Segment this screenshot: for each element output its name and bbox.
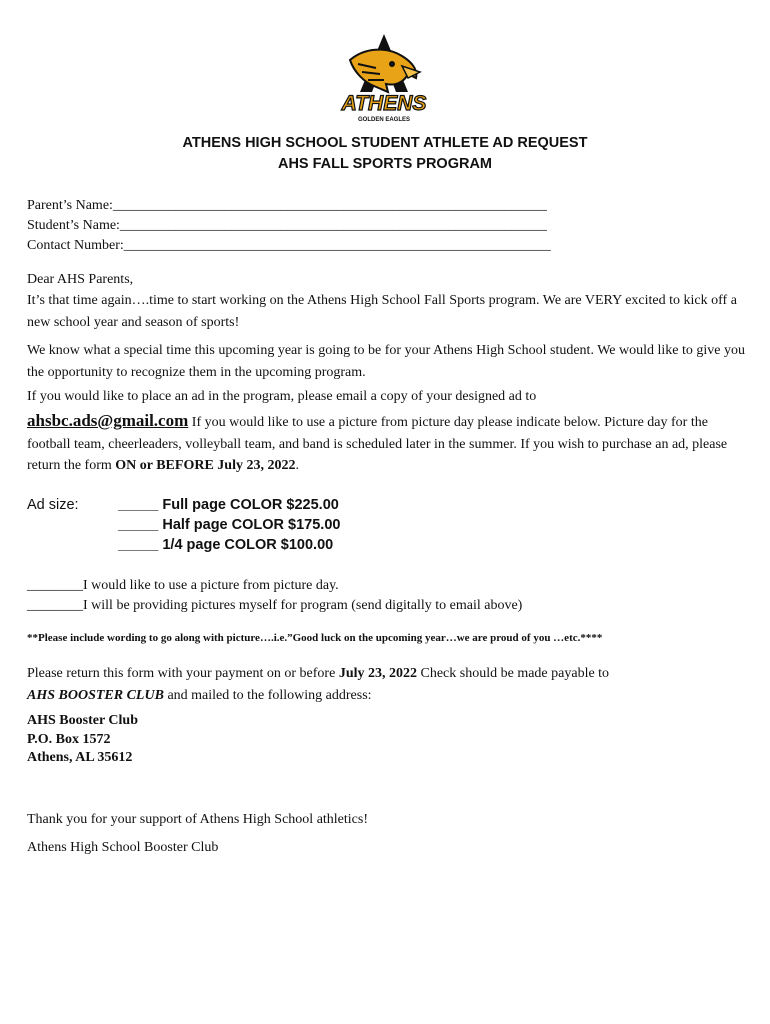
contact-number-field[interactable]: Contact Number:_____________________________________________________________ [27, 238, 551, 253]
parent-name-field[interactable]: Parent’s Name:______________________________________________________________ [27, 198, 547, 213]
logo-wordmark: ATHENS [341, 92, 427, 115]
signature: Athens High School Booster Club [27, 840, 219, 855]
thank-you-text: Thank you for your support of Athens High School athletics! [27, 812, 369, 827]
address-line-2: P.O. Box 1572 [27, 731, 111, 747]
return-date: July 23, 2022 [338, 666, 417, 681]
document-title: ATHENS HIGH SCHOOL STUDENT ATHLETE AD REQUEST [182, 135, 588, 151]
athens-golden-eagles-logo [328, 30, 440, 126]
email-link[interactable]: ahsbc.ads@gmail.com [27, 411, 189, 430]
logo-subtext: GOLDEN EAGLES [357, 117, 411, 123]
deadline-text: ON or BEFORE July 23, 2022 [115, 458, 296, 473]
ad-option-quarter-page[interactable]: _____ 1/4 page COLOR $100.00 [118, 537, 334, 553]
return-text-3: and mailed to the following address: [163, 687, 372, 703]
address-line-3: Athens, AL 35612 [27, 750, 133, 765]
wording-note: **Please include wording to go along with picture….i.e.”Good luck on the upcoming year…we are proud of you …etc.**** [27, 632, 603, 644]
picture-day-text: If you would like to use a picture from picture day please indicate below. Picture day for the football team, cheerleaders, volleyball team, and band is scheduled later in the summer. If you wish to purchase an ad, please return the form [27, 415, 728, 473]
return-text-2: Check should be made payable to [417, 666, 610, 681]
student-name-field[interactable]: Student’s Name:_____________________________________________________________ [27, 218, 547, 233]
return-text-1: Please return this form with your payment on or before [27, 666, 339, 681]
ad-option-full-page[interactable]: _____ Full page COLOR $225.00 [118, 497, 339, 513]
return-instructions [27, 663, 747, 706]
document-subtitle: AHS FALL SPORTS PROGRAM [277, 156, 493, 172]
address-line-1: AHS Booster Club [27, 713, 138, 728]
own-picture-option[interactable]: ________I will be providing pictures myself for program (send digitally to email above) [27, 598, 523, 613]
ad-option-half-page[interactable]: _____ Half page COLOR $175.00 [118, 517, 341, 533]
recognition-paragraph: We know what a special time this upcoming year is going to be for your Athens High School student. We would like to give you the opportunity to recognize them in the upcoming program. [27, 343, 745, 380]
greeting: Dear AHS Parents, [27, 272, 134, 287]
picture-day-paragraph [27, 410, 747, 477]
picture-day-option[interactable]: ________I would like to use a picture from picture day. [27, 578, 339, 593]
intro-paragraph: It’s that time again….time to start working on the Athens High School Fall Sports program. We are VERY excited to kick off a new school year and season of sports! [27, 293, 737, 330]
period: . [295, 458, 299, 473]
payee: AHS BOOSTER CLUB [27, 687, 164, 703]
mailing-address [27, 712, 138, 768]
ad-size-label: Ad size: [27, 497, 79, 513]
ad-instructions-paragraph: If you would like to place an ad in the program, please email a copy of your designed ad to [27, 389, 537, 404]
